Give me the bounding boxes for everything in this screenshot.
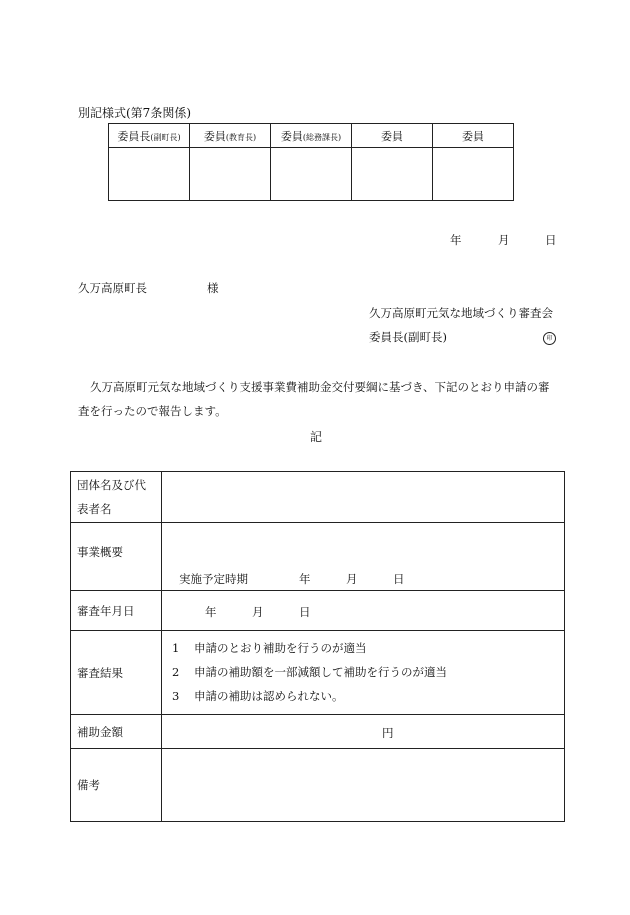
review-year: 年	[205, 605, 217, 619]
stamp-header-member-1: 委員(教育長)	[190, 124, 271, 148]
remarks-label: 備考	[71, 749, 162, 822]
ki-heading: 記	[310, 430, 323, 444]
stamp-header-chair: 委員長(副町長)	[109, 124, 190, 148]
result-options	[162, 631, 565, 715]
overview-value[interactable]	[162, 523, 565, 591]
result-option-1[interactable]: 1 申請のとおり補助を行うのが適当	[172, 641, 367, 655]
stamp-box-member-4[interactable]	[432, 148, 513, 201]
remarks-value[interactable]	[162, 749, 565, 822]
group-label: 団体名及び代 表者名	[71, 472, 162, 523]
review-month: 月	[252, 605, 264, 619]
seal-mark: 印	[543, 329, 556, 345]
body-paragraph-line-1: 久万高原町元気な地域づくり支援事業費補助金交付要綱に基づき、下記のとおり申請の審	[90, 380, 550, 394]
result-option-3[interactable]: 3 申請の補助は認められない。	[172, 689, 344, 703]
sender-title: 委員長(副町長)	[369, 330, 447, 344]
stamp-box-member-1[interactable]	[190, 148, 271, 201]
amount-label: 補助金額	[71, 715, 162, 749]
addressee-honorific: 様	[207, 281, 219, 295]
amount-value[interactable]	[162, 715, 565, 749]
schedule-label: 実施予定時期	[179, 572, 248, 586]
date-day: 日	[545, 233, 557, 247]
schedule-year: 年	[299, 572, 311, 586]
report-table	[70, 471, 565, 822]
sender-org: 久万高原町元気な地域づくり審査会	[369, 306, 553, 320]
addressee-name: 久万高原町長	[78, 281, 147, 295]
body-paragraph-line-2: 査を行ったので報告します。	[78, 404, 227, 418]
overview-label: 事業概要	[71, 523, 162, 591]
result-option-2[interactable]: 2 申請の補助額を一部減額して補助を行うのが適当	[172, 665, 447, 679]
group-value[interactable]	[162, 472, 565, 523]
result-label: 審査結果	[71, 631, 162, 715]
stamp-box-member-2[interactable]	[271, 148, 352, 201]
stamp-box-member-3[interactable]	[352, 148, 433, 201]
amount-unit: 円	[382, 726, 394, 740]
review-date-label: 審査年月日	[71, 591, 162, 631]
schedule-day: 日	[393, 572, 405, 586]
stamp-header-member-3: 委員	[352, 124, 433, 148]
stamp-header-member-2: 委員(総務課長)	[271, 124, 352, 148]
date-year: 年	[450, 233, 462, 247]
stamp-header-member-4: 委員	[432, 124, 513, 148]
review-date-value[interactable]	[162, 591, 565, 631]
form-title: 別記様式(第7条関係)	[78, 106, 191, 120]
approval-stamp-table	[108, 123, 514, 201]
schedule-month: 月	[346, 572, 358, 586]
date-month: 月	[498, 233, 510, 247]
stamp-box-chair[interactable]	[109, 148, 190, 201]
review-day: 日	[299, 605, 311, 619]
